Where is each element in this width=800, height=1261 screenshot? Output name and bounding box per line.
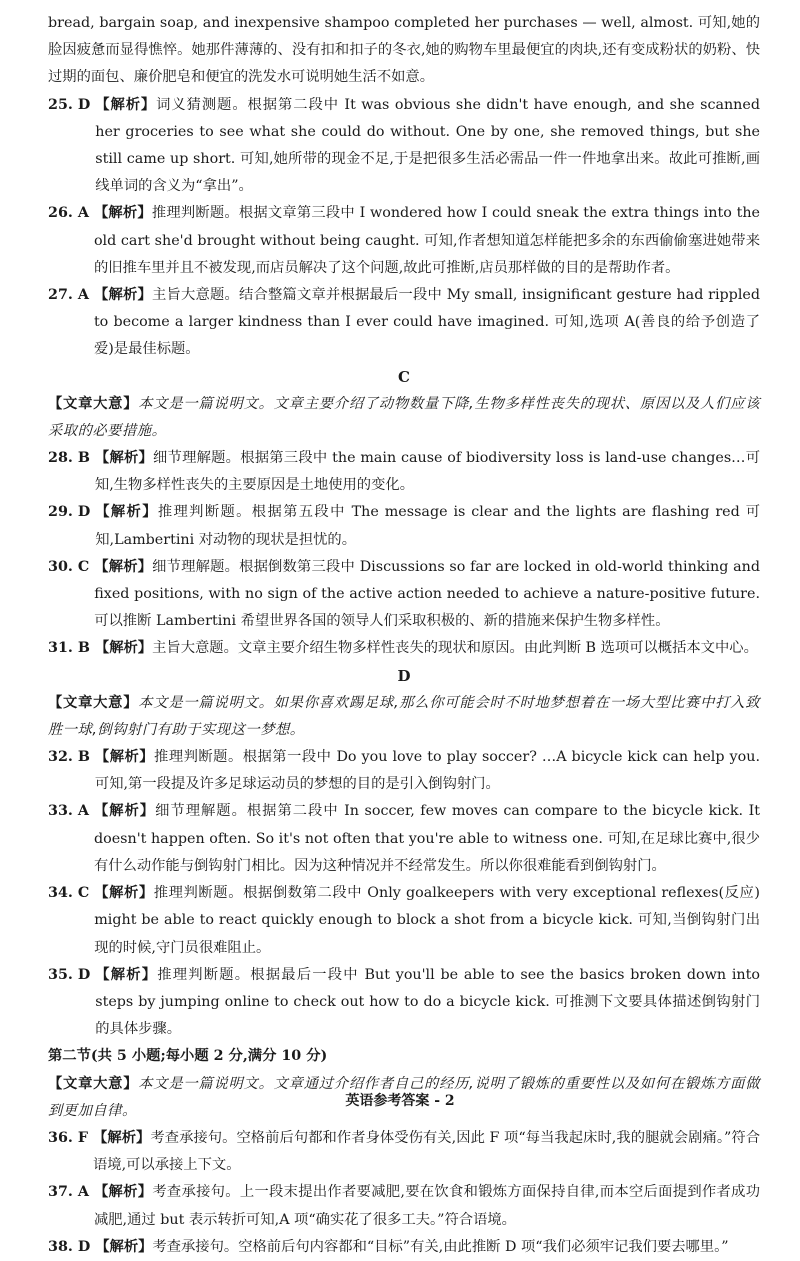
summary-text: 本文是一篇说明文。文章主要介绍了动物数量下降,生物多样性丧失的现状、原因以及人们应该采取的必要措施。 [48, 395, 760, 439]
answer-number: 37. A [48, 1184, 89, 1201]
answer-text: 推理判断题。根据第一段中 Do you love to play soccer? …A bicycle kick can help you. 可知,第一段提及许多足球运动员的梦想的目的是引入倒钩射门。 [94, 749, 760, 793]
answer-item [48, 554, 760, 636]
analysis-tag: 【解析】 [95, 1238, 153, 1255]
answer-number: 36. F [48, 1129, 89, 1146]
answer-text: 推理判断题。根据第五段中 The message is clear and the lights are flashing red 可知,Lambertini 对动物的现状是担忧的。 [95, 504, 760, 548]
section-c-heading: C [398, 367, 410, 386]
page-content [48, 10, 760, 1261]
answer-number: 28. B [48, 450, 90, 467]
analysis-tag: 【解析】 [94, 450, 154, 467]
answer-number: 26. A [48, 205, 89, 222]
answer-number: 35. D [48, 966, 91, 983]
answer-number: 25. D [48, 96, 91, 113]
answer-number: 27. A [48, 287, 89, 304]
answer-item [48, 200, 760, 282]
analysis-tag: 【解析】 [94, 558, 153, 575]
answer-number: 30. C [48, 558, 90, 575]
answer-number: 38. D [48, 1238, 91, 1255]
answer-text: 推理判断题。根据文章第三段中 I wondered how I could sneak the extra things into the old cart she'd brought without being caught. 可知,作者想知道怎样能把多余的东西偷偷塞进她带来的旧推车里并且不被发现,而店员解决了这个问题,故此可推断,店员那样做的目的是帮助作者。 [93, 205, 761, 276]
answer-item [48, 282, 760, 364]
answer-item [48, 962, 760, 1044]
answer-text: 考查承接句。上一段末提出作者要减肥,要在饮食和锻炼方面保持自律,而本空后面提到作者成功减肥,通过 but 表示转折可知,A 项“确实花了很多工夫。”符合语境。 [93, 1184, 760, 1228]
answer-text: 推理判断题。根据最后一段中 But you'll be able to see the basics broken down into steps by jumping online to check out how to do a bicycle kick. 可推测下文要具体描述倒钩射门的具体步骤。 [95, 966, 760, 1038]
summary-tag: 【文章大意】 [48, 395, 139, 412]
answer-number: 32. B [48, 749, 90, 766]
answer-item [48, 445, 760, 499]
answer-text: 细节理解题。根据第二段中 In soccer, few moves can compare to the bicycle kick. It doesn't happen often. So it's not often that you're able to witness one. 可知,在足球比赛中,很少有什么动作能与倒钩射门相比。因为这种情况并不经常发生。所以你很难能看到倒钩射门。 [93, 803, 760, 874]
part2-heading: 第二节(共 5 小题;每小题 2 分,满分 10 分) [48, 1048, 328, 1065]
answer-item [48, 1179, 760, 1233]
answer-number: 33. A [48, 803, 89, 820]
analysis-tag: 【解析】 [95, 96, 157, 113]
answer-number: 31. B [48, 640, 90, 657]
section-d-summary [48, 690, 760, 744]
summary-text: 本文是一篇说明文。如果你喜欢踢足球,那么你可能会时不时地梦想着在一场大型比赛中打入致胜一球,倒钩射门有助于实现这一梦想。 [48, 694, 760, 738]
answer-item [48, 92, 760, 201]
analysis-tag: 【解析】 [93, 1129, 151, 1146]
analysis-tag: 【解析】 [94, 749, 155, 766]
answers-group-b [48, 92, 760, 364]
answer-item [48, 880, 760, 962]
answers-group-d [48, 744, 760, 1043]
summary-text: 本文是一篇说明文。文章通过介绍作者自己的经历,说明了锻炼的重要性以及如何在锻炼方面做到更加自律。 [48, 1075, 760, 1119]
summary-tag: 【文章大意】 [48, 1075, 139, 1092]
answer-item [48, 744, 760, 798]
answer-item [48, 1125, 760, 1179]
answer-number: 34. C [48, 885, 90, 902]
answer-text: 细节理解题。根据倒数第三段中 Discussions so far are locked in old-world thinking and fixed positions, with no sign of the active action needed to achieve a nature-positive future. 可以推断 Lambertini 希望世界各国的领导人们采取积极的、新的措施来保护生物多样性。 [94, 558, 761, 630]
section-c-summary [48, 391, 760, 445]
answer-item [48, 1234, 760, 1261]
page-footer: 英语参考答案 - 2 [345, 1093, 455, 1109]
analysis-tag: 【解析】 [94, 885, 154, 902]
answer-item [48, 635, 760, 662]
analysis-tag: 【解析】 [93, 205, 152, 222]
analysis-tag: 【解析】 [93, 287, 152, 304]
answer-item [48, 499, 760, 553]
answer-item [48, 798, 760, 880]
answers-group-part2 [48, 1125, 760, 1261]
answer-text: 推理判断题。根据倒数第二段中 Only goalkeepers with very exceptional reflexes(反应) might be able to react quickly enough to block a shot from a bicycle kick. 可知,当倒钩射门出现的时候,守门员很难阻止。 [94, 885, 761, 956]
answer-text: 主旨大意题。文章主要介绍生物多样性丧失的现状和原因。由此判断 B 选项可以概括本文中心。 [152, 640, 758, 657]
answer-text: 考查承接句。空格前后句都和作者身体受伤有关,因此 F 项“每当我起床时,我的腿就会剧痛。”符合语境,可以承接上下文。 [93, 1129, 761, 1174]
answers-group-c [48, 445, 760, 663]
analysis-tag: 【解析】 [93, 803, 156, 820]
analysis-tag: 【解析】 [93, 1184, 153, 1201]
section-d-heading: D [397, 666, 411, 685]
answer-number: 29. D [48, 504, 91, 521]
analysis-tag: 【解析】 [95, 504, 158, 521]
analysis-tag: 【解析】 [95, 966, 158, 983]
summary-tag: 【文章大意】 [48, 694, 139, 711]
answer-text: 细节理解题。根据第三段中 the main cause of biodiversity loss is land-use changes…可知,生物多样性丧失的主要原因是土地使用的变化。 [94, 450, 761, 494]
continuation-paragraph: bread, bargain soap, and inexpensive shampoo completed her purchases — well, almost. 可知,她的脸因疲惫而显得憔悴。她那件薄薄的、没有扣和扣子的冬衣,她的购物车里最便宜的肉块,还有变成粉状的奶粉、快过期的面包、廉价肥皂和便宜的洗发水可说明她生活不如意。 [48, 15, 760, 86]
answer-text: 主旨大意题。结合整篇文章并根据最后一段中 My small, insignificant gesture had rippled to become a larger kindness than I ever could have imagined. 可知,选项 A(善良的给予创造了爱)是最佳标题。 [93, 287, 761, 358]
answer-text: 考查承接句。空格前后句内容都和“目标”有关,由此推断 D 项“我们必须牢记我们要去哪里。” [152, 1238, 729, 1255]
analysis-tag: 【解析】 [94, 640, 153, 657]
answer-text: 词义猜测题。根据第二段中 It was obvious she didn't have enough, and she scanned her groceries to see what she could do without. One by one, she removed things, but she still came up short. 可知,她所带的现金不足,于是把很多生活必需品一件一件地拿出来。故此可推断,画线单词的含义为“拿出”。 [95, 96, 760, 195]
